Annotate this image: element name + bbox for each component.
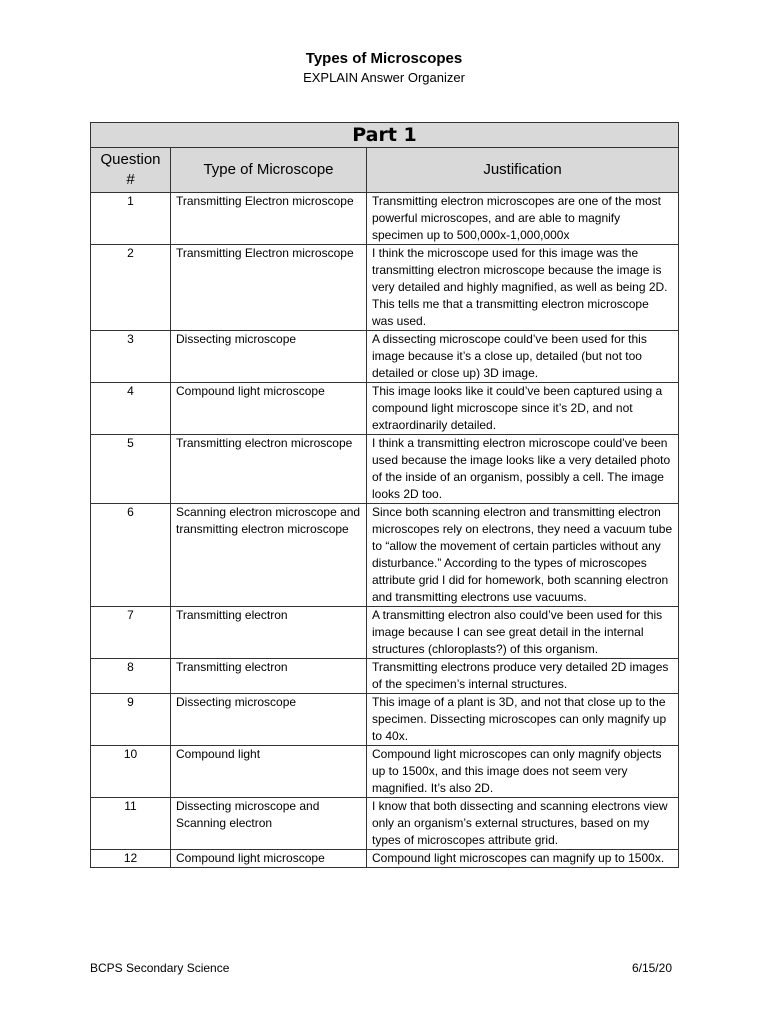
column-header-justification: Justification bbox=[367, 148, 679, 193]
justification-cell: I think a transmitting electron microscope could’ve been used because the image looks like a very detailed photo of the inside of an organism, possibly a cell. The image looks 2D too. bbox=[367, 435, 679, 504]
microscope-type-cell: Transmitting electron bbox=[171, 607, 367, 659]
justification-cell: Since both scanning electron and transmitting electron microscopes rely on electrons, they need a vacuum tube to “allow the movement of certain particles without any disturbance.” According to the types of microscopes attribute grid I did for homework, both scanning electron and transmitting electrons use vacuums. bbox=[367, 504, 679, 607]
document-subtitle: EXPLAIN Answer Organizer bbox=[303, 70, 465, 85]
document-title: Types of Microscopes bbox=[305, 50, 463, 67]
question-number-cell: 4 bbox=[91, 383, 171, 435]
microscope-type-cell: Dissecting microscope and Scanning electron bbox=[171, 798, 367, 850]
microscope-type-cell: Dissecting microscope bbox=[171, 331, 367, 383]
footer-date: 6/15/20 bbox=[631, 961, 672, 975]
question-number-cell: 2 bbox=[91, 245, 171, 331]
table-row bbox=[91, 383, 679, 435]
question-number-cell: 9 bbox=[91, 694, 171, 746]
justification-cell: A transmitting electron also could’ve been used for this image because I can see great detail in the internal structures (chloroplasts?) of this organism. bbox=[367, 607, 679, 659]
justification-cell: I think the microscope used for this image was the transmitting electron microscope because the image is very detailed and highly magnified, as well as being 2D. This tells me that a transmitting electron microscope was used. bbox=[367, 245, 679, 331]
microscope-type-cell: Transmitting Electron microscope bbox=[171, 245, 367, 331]
microscope-type-cell: Transmitting Electron microscope bbox=[171, 193, 367, 245]
table-row bbox=[91, 504, 679, 607]
table-row bbox=[91, 331, 679, 383]
question-number-cell: 12 bbox=[91, 850, 171, 868]
column-header-type: Type of Microscope bbox=[171, 148, 367, 193]
justification-cell: A dissecting microscope could’ve been used for this image because it’s a close up, detailed (but not too detailed or close up) 3D image. bbox=[367, 331, 679, 383]
justification-cell: Compound light microscopes can only magnify objects up to 1500x, and this image does not seem very magnified. It’s also 2D. bbox=[367, 746, 679, 798]
microscope-type-cell: Compound light bbox=[171, 746, 367, 798]
justification-cell: Transmitting electrons produce very detailed 2D images of the specimen’s internal structures. bbox=[367, 659, 679, 694]
table-row bbox=[91, 850, 679, 868]
justification-cell: Compound light microscopes can magnify up to 1500x. bbox=[367, 850, 679, 868]
justification-cell: I know that both dissecting and scanning electrons view only an organism’s external structures, based on my types of microscopes attribute grid. bbox=[367, 798, 679, 850]
column-header-question: Question # bbox=[91, 148, 171, 193]
question-number-cell: 7 bbox=[91, 607, 171, 659]
table-row bbox=[91, 193, 679, 245]
microscope-type-cell: Dissecting microscope bbox=[171, 694, 367, 746]
table-body bbox=[91, 193, 679, 868]
justification-cell: This image of a plant is 3D, and not that close up to the specimen. Dissecting microscopes can only magnify up to 40x. bbox=[367, 694, 679, 746]
question-number-cell: 5 bbox=[91, 435, 171, 504]
answer-organizer-table bbox=[90, 122, 679, 868]
justification-cell: Transmitting electron microscopes are one of the most powerful microscopes, and are able to magnify specimen up to 500,000x-1,000,000x bbox=[367, 193, 679, 245]
question-number-cell: 3 bbox=[91, 331, 171, 383]
microscope-type-cell: Transmitting electron microscope bbox=[171, 435, 367, 504]
microscope-type-cell: Compound light microscope bbox=[171, 383, 367, 435]
question-number-cell: 8 bbox=[91, 659, 171, 694]
microscope-type-cell: Scanning electron microscope and transmitting electron microscope bbox=[171, 504, 367, 607]
table-row bbox=[91, 659, 679, 694]
table-row bbox=[91, 435, 679, 504]
table-row bbox=[91, 245, 679, 331]
question-number-cell: 10 bbox=[91, 746, 171, 798]
question-number-cell: 11 bbox=[91, 798, 171, 850]
table-row bbox=[91, 798, 679, 850]
footer-organization: BCPS Secondary Science bbox=[90, 961, 230, 975]
table-row bbox=[91, 694, 679, 746]
part-heading: Part 1 bbox=[91, 123, 679, 148]
microscope-type-cell: Transmitting electron bbox=[171, 659, 367, 694]
question-number-cell: 6 bbox=[91, 504, 171, 607]
table-row bbox=[91, 746, 679, 798]
table-row bbox=[91, 607, 679, 659]
justification-cell: This image looks like it could’ve been captured using a compound light microscope since it’s 2D, and not extraordinarily detailed. bbox=[367, 383, 679, 435]
microscope-type-cell: Compound light microscope bbox=[171, 850, 367, 868]
question-number-cell: 1 bbox=[91, 193, 171, 245]
